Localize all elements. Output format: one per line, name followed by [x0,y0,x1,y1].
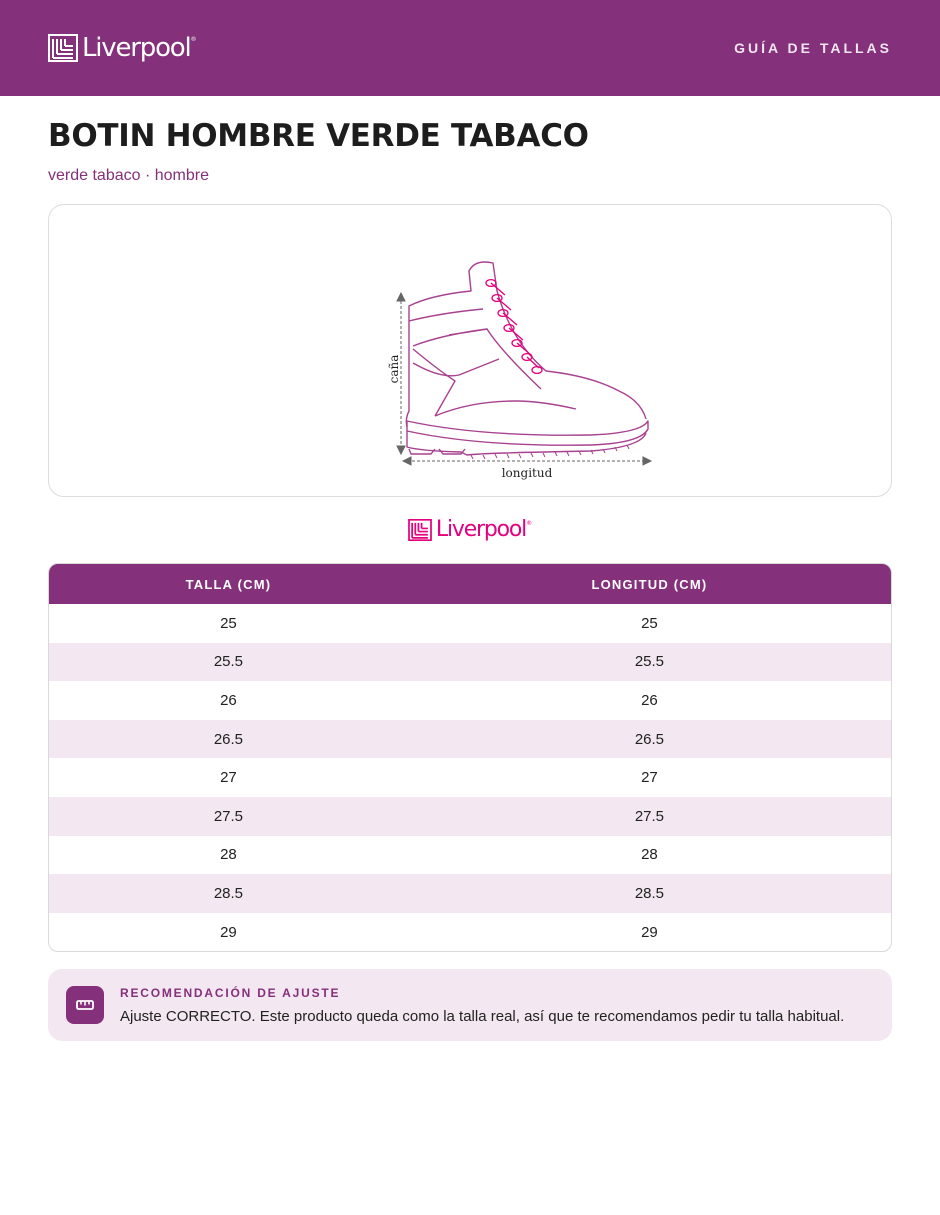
talla-cell: 26.5 [49,720,408,759]
brand-wordmark: Liverpool® [435,517,533,542]
longitud-cell: 25.5 [408,643,891,682]
column-header-longitud: LONGITUD (CM) [408,564,891,604]
height-label: caña [387,354,401,384]
table-row [49,836,891,875]
boot-diagram [341,251,661,481]
talla-cell: 28.5 [49,874,408,913]
table-row [49,681,891,720]
recommendation-text: Ajuste CORRECTO. Este producto queda como la talla real, así que te recomendamos pedir tu talla habitual. [120,1007,845,1025]
table-row [49,604,891,643]
table-row [49,913,891,952]
talla-cell: 28 [220,846,237,864]
fit-recommendation [48,969,892,1041]
table-row [49,643,891,682]
talla-cell: 27 [220,769,237,787]
product-title: BOTIN HOMBRE VERDE TABACO [48,118,589,154]
talla-cell: 25.5 [49,643,408,682]
longitud-cell: 28.5 [408,874,891,913]
longitud-cell: 27 [641,769,658,787]
table-row [49,797,891,836]
talla-cell: 25 [220,614,237,632]
header-bar [0,0,940,96]
logo-wordmark: Liverpool® [82,33,197,63]
table-row [49,720,891,759]
liverpool-logo-icon [48,34,78,62]
size-table [48,563,892,952]
talla-cell: 29 [220,923,237,941]
longitud-cell: 26 [641,691,658,709]
liverpool-brand-logo [408,519,532,541]
table-row [49,758,891,797]
length-label: longitud [501,466,553,480]
recommendation-label: RECOMENDACIÓN DE AJUSTE [120,985,341,1000]
ruler-icon [66,986,104,1024]
longitud-cell: 28 [641,846,658,864]
longitud-cell: 26.5 [408,720,891,759]
liverpool-logo[interactable] [48,34,197,62]
table-row [49,874,891,913]
size-diagram-card [48,204,892,497]
longitud-cell: 25 [641,614,658,632]
brand-logo-row [48,515,892,545]
longitud-cell: 29 [641,923,658,941]
liverpool-logo-icon [408,519,432,541]
table-header-row [49,564,891,604]
talla-cell: 27.5 [49,797,408,836]
product-subtitle: verde tabaco · hombre [48,167,209,184]
talla-cell: 26 [220,691,237,709]
size-guide-link[interactable]: GUÍA DE TALLAS [734,40,892,56]
longitud-cell: 27.5 [408,797,891,836]
column-header-talla: TALLA (CM) [49,564,408,604]
